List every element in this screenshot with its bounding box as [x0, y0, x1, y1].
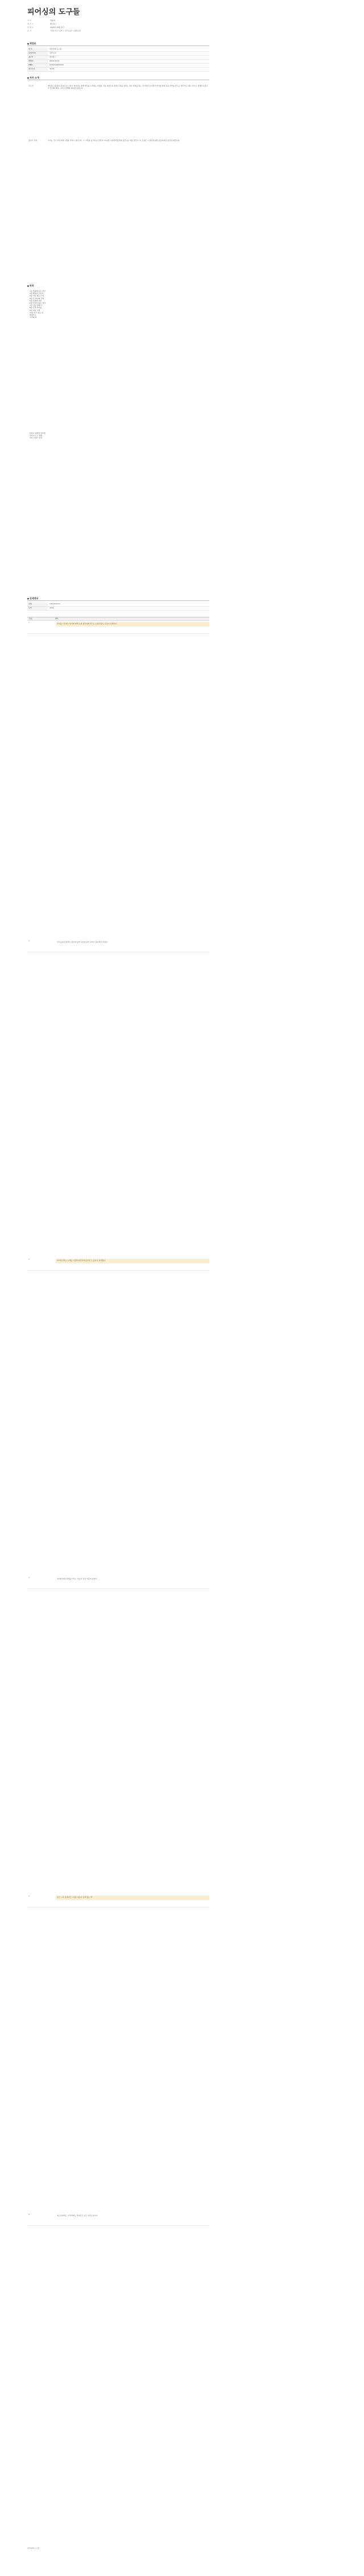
- review-number: 4: [28, 1577, 30, 1579]
- review-row: [27, 622, 209, 634]
- review-paragraph: [27, 140, 209, 142]
- review-text: 주인공의 감정선이 설득력 있게 그려져 있어 끝까지 몰입해서 읽었다.: [57, 941, 108, 943]
- meta-row: [27, 26, 64, 28]
- row-key: 무게: [27, 607, 48, 611]
- row-value: 140*210mm: [48, 603, 209, 607]
- divider: [27, 45, 209, 46]
- review-row: [27, 1259, 209, 1271]
- review-number: 6: [28, 2213, 30, 2216]
- row-value: 장편소설: [48, 52, 209, 56]
- intro-text: 세상과 소통하지 못하던 한 소녀가 피어싱을 통해 자신을 드러내는 과정을 그린 성장소설. 몸에 구멍을 낸다는 것은 상처를 내는 것이지만 동시에 무언가를 끼워 넣을 자리를 만드는 일이기도 하다. 작가는 섬세한 문장으로 상처와 회복, 그리고 관계의 의미를 되짚는다.: [48, 85, 208, 89]
- section-title-author: ■ 저자 소개: [27, 76, 39, 80]
- review-text: 우리는 모두 어딘가에 구멍을 가지고 살아간다. 그 구멍을 숨기며 살 것인가, 아니면 그곳에 자신만의 장신구를 끼울 것인가. 이 소설은 그 질문에 대한 조용하지만 단단한 대답이다.: [48, 139, 180, 142]
- row-value: 제이북스: [48, 56, 209, 60]
- row-value: 312쪽: [48, 68, 209, 72]
- toc-item: 7장 거울 앞의 나: [30, 304, 43, 307]
- review-row: [27, 2214, 209, 2226]
- meta-key: 분 야: [27, 30, 31, 32]
- info-row: [27, 68, 209, 72]
- footer-text: 피어싱의 도구들: [27, 2547, 40, 2549]
- info-row: [27, 48, 209, 52]
- meta-row: [27, 30, 81, 32]
- row-key: 발행일: [27, 60, 48, 64]
- toc-item: 10장 다시 뚫는 날: [30, 311, 44, 314]
- intro-paragraph: [27, 85, 209, 89]
- row-key: 페이지수: [27, 68, 48, 72]
- toc-item: 부록 3 참고 문헌: [30, 437, 43, 439]
- review-row: [27, 940, 209, 952]
- meta-key: 발 행 일: [27, 26, 34, 28]
- page-title: 피어싱의 도구들: [27, 8, 80, 16]
- toc-item: 4장 링 하나의 무게: [30, 297, 44, 300]
- meta-value: 제이북스: [50, 23, 57, 25]
- review-number: 5: [28, 1895, 30, 1897]
- row-value: 9791190000000: [48, 64, 209, 68]
- info-row: [27, 64, 209, 68]
- col-num: 번호: [29, 617, 32, 620]
- row-key: 제 목: [27, 48, 48, 52]
- row-key: ISBN: [27, 64, 48, 68]
- toc-item: 6장 닫히지 않는 상처: [30, 302, 46, 305]
- toc-item: 부록 2 도구 설명: [30, 434, 43, 437]
- col-title: 제목: [55, 617, 59, 620]
- info-row: [27, 603, 209, 607]
- toc-item: 작가의 말: [30, 316, 37, 319]
- toc-list: [30, 290, 46, 318]
- review-text: 상처를 드러내는 방식에 대해 오래 생각하게 만드는 소설이었다. 문장이 섬세하다.: [56, 622, 209, 627]
- info-row: [27, 56, 209, 60]
- meta-row: [27, 19, 55, 22]
- section-title-toc: ■ 목차: [27, 284, 34, 288]
- toc-item: 5장 엄마의 서랍: [30, 299, 42, 302]
- divider: [27, 600, 209, 601]
- toc-item: 9장 어떤 고백: [30, 309, 40, 312]
- meta-value: 국내도서 > 문학 > 한국소설 > 장편소설: [50, 30, 81, 32]
- toc-item: 8장 은과 티타늄: [30, 306, 42, 309]
- toc-list-2: [30, 432, 46, 439]
- intro-label: 책소개: [28, 85, 34, 87]
- section-title-detail: ■ 상세정보: [27, 597, 38, 600]
- meta-value: 2020년 09월 출간: [50, 26, 64, 28]
- review-text: 피어싱이라는 소재를 이렇게 따뜻하게 풀어낼 수 있다니 놀라웠다.: [56, 1259, 209, 1263]
- meta-row: [27, 23, 57, 25]
- toc-item: 부록 1 피어싱 관리법: [30, 432, 46, 434]
- row-value: 420g: [48, 607, 209, 611]
- row-key: 출판사: [27, 56, 48, 60]
- review-row: [27, 1577, 209, 1589]
- toc-item: 3장 처음 뚫은 구멍: [30, 294, 44, 297]
- info-row: [27, 52, 209, 56]
- meta-key: 저 자: [27, 19, 31, 22]
- row-value: 2020-09-25: [48, 60, 209, 64]
- review-number: 1: [28, 621, 30, 624]
- row-value: 피어싱의 도구들: [48, 48, 209, 52]
- review-text: 조금 느린 전개지만 그만큼 여운이 길게 남는 책.: [56, 1895, 209, 1900]
- row-key: 원제/부제: [27, 52, 48, 56]
- review-number: 3: [28, 1258, 30, 1260]
- row-key: 판형: [27, 603, 48, 607]
- info-row: [27, 607, 209, 611]
- meta-key: 출 판 사: [27, 23, 34, 25]
- review-number: 2: [28, 940, 30, 942]
- review-text: 엄마와 딸의 관계를 다루는 부분이 특히 마음에 남았다.: [57, 1578, 98, 1580]
- toc-item: 에필로그: [30, 314, 36, 317]
- review-text: 청소년에게도, 어른에게도 추천하고 싶은 성장소설이다.: [57, 2214, 98, 2217]
- toc-item: 1장 귓불에 남은 자국: [30, 290, 46, 292]
- review-label: 출판사 리뷰: [28, 139, 38, 142]
- section-title-book-info: ■ 책정보: [27, 42, 36, 45]
- review-row: [27, 1895, 209, 1907]
- toc-item: 2장 바늘과 소독약: [30, 292, 44, 295]
- meta-value: 박윤희: [50, 19, 55, 22]
- review-table-header: [27, 617, 209, 621]
- info-row: [27, 60, 209, 64]
